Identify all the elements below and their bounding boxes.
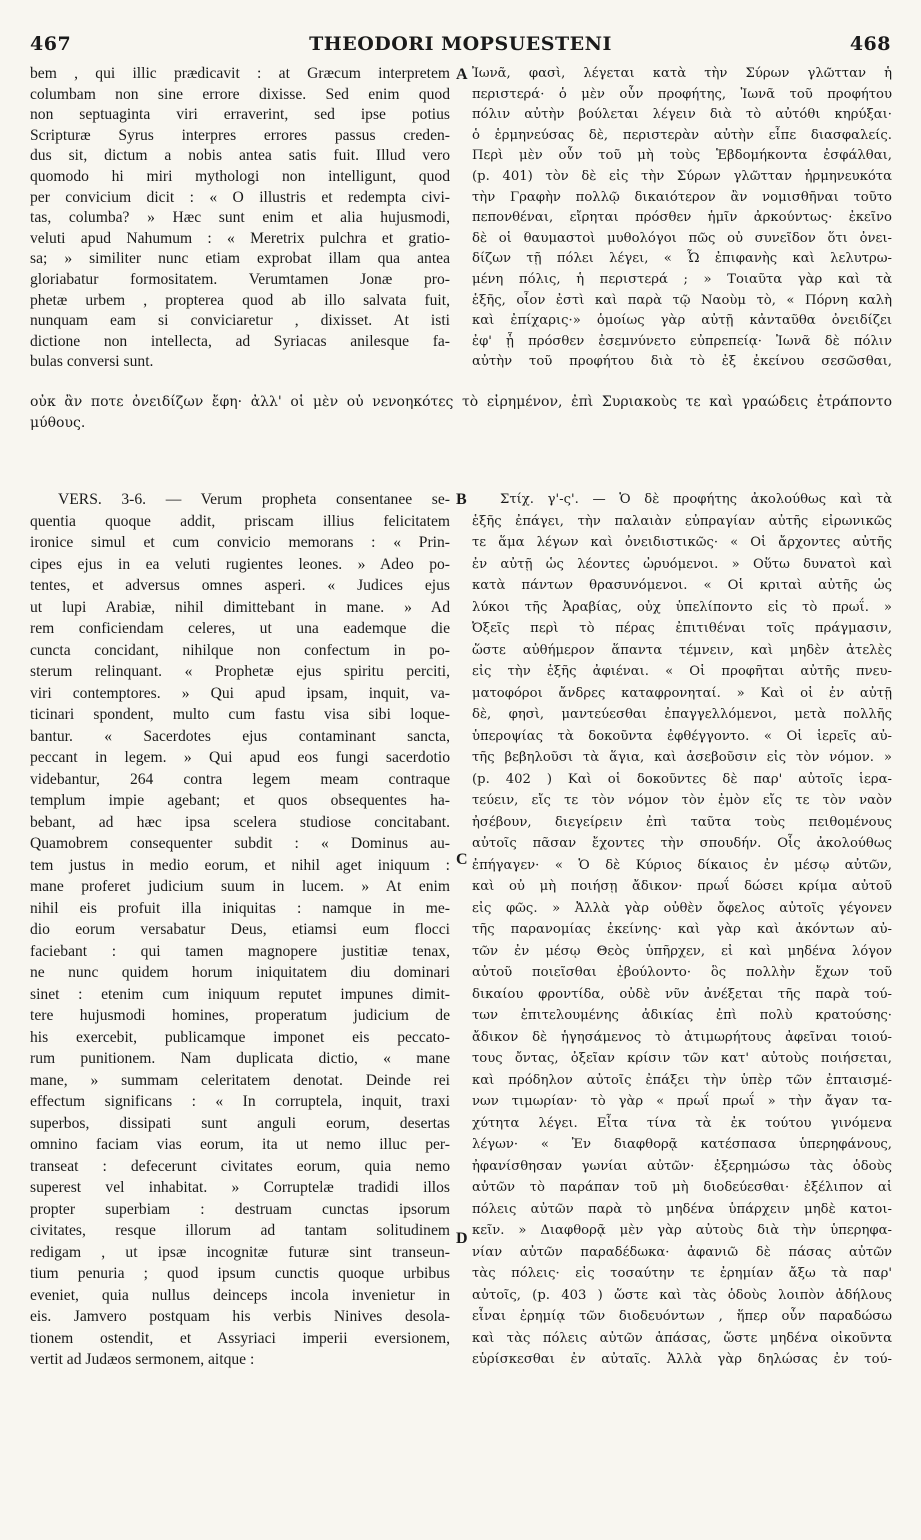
text-line: μένη πόλις, ἡ περιστερά ; » Τοιαῦτα γὰρ καὶ τὰ — [472, 271, 892, 287]
text-line: εἰς τὴν ἑξῆς ἀφιέναι. « Οἱ προφῆται αὐτῆς πνευ- — [472, 664, 892, 679]
text-line: πεπονθέναι, εἴρηται πρόσθεν ἡμῖν ἀρκούντως· ἐκεῖνο — [472, 210, 892, 226]
greek-full-width-line: οὐκ ἂν ποτε ὀνειδίζων ἔφη· ἀλλ' οἱ μὲν οὐ νενοηκότες τὸ εἰρημένον, ἐπὶ Συριακοὺς τε καὶ γραώδεις ἐτράποντο — [30, 394, 892, 410]
text-line: bulas conversi sunt. — [30, 353, 154, 371]
text-line: tentes, et adversus omnes asperi. « Judices ejus — [30, 577, 450, 594]
text-line: καὶ οὐ μὴ ποιήσῃ ἄδικον· πρωΐ δώσει κρίμα αὐτοῦ — [472, 879, 892, 894]
margin-marker-a: A — [456, 66, 468, 83]
text-line: τῆς βεβηλοῦσι τὰ ἅγια, καὶ ἀσεβοῦσιν εἰς τὸν νόμον. » — [472, 750, 892, 765]
text-line: mane proferet judicium suum in lucem. » At enim — [30, 878, 450, 895]
text-line: δικαίου φροντίδα, οὐδὲ νῦν ἀνέξεται τῆς παρὰ τού- — [472, 986, 892, 1002]
text-line: λύκοι τῆς Ἀραβίας, οὐχ ὑπελίποντο εἰς τὸ πρωΐ. » — [472, 599, 892, 615]
text-line: αὐτοῦ ποιεῖσθαι ἐβούλοντο· ὃς πολλὴν ἔχων τοῦ — [472, 965, 892, 980]
text-line: cipes ejus in ea veluti rugientes leones. » Adeo po- — [30, 555, 450, 573]
text-line: dio eorum versabatur Deus, etiamsi eum flocci — [30, 921, 450, 938]
latin-column-section-2 — [30, 489, 450, 1529]
text-line: viri contemptores. » Qui apud ipsam, inquit, va- — [30, 684, 450, 702]
text-line: τὴν Γραφὴν πολλῷ δικαιότερον ἂν νομισθῆναι τοῦτο — [472, 189, 892, 205]
text-line: ἠσέβουν, διεγείρειν ἐπὶ ταῦτα τοὺς πειθομένους — [472, 814, 892, 830]
text-line: Στίχ. γ'-ς'. — Ὁ δὲ προφήτης ἀκολούθως καὶ τὰ — [500, 492, 892, 507]
text-line: effectum significans : « In corruptela, inquit, traxi — [30, 1093, 450, 1110]
text-line: sinet : etenim cum iniquum reputet impunes dimit- — [30, 985, 450, 1003]
text-line: tere hujusmodi homines, properatum judicium de — [30, 1007, 450, 1024]
text-line: ἑξῆς, οἷον ἐστὶ καὶ παρὰ τῷ Ναοὺμ τὸ, « Πόρνη καλὴ — [472, 292, 892, 308]
text-line: per convicium dicit : « O illustris et redempta civi- — [30, 188, 450, 206]
text-line: rum punitionem. Nam duplicata dictio, « mane — [30, 1050, 450, 1067]
text-line: λέγων· « Ἐν διαφθορᾷ κατέσπασα ὑπερηφάνους, — [472, 1137, 892, 1152]
text-line: tionem ostendit, et Assyriaci imperii eversionem, — [30, 1329, 450, 1347]
text-line: civitates, resque illorum ad tantam solitudinem — [30, 1222, 450, 1239]
text-line: rem conficiendam celeres, ut una eademque die — [30, 620, 450, 637]
text-line: ματοφόροι ἄνδρες καταφρονηταί. » Καὶ οἱ ἐν αὐτῇ — [472, 685, 892, 701]
text-line: faciebant : qui tamen magnopere justitiæ tenax, — [30, 942, 450, 960]
text-line: δίζων τῇ πόλει λέγει, « Ὦ ἐπιφανὴς καὶ λελυτρω- — [472, 251, 892, 267]
text-line: πόλιν αὐτὴν βούλεται λέγειν διὰ τὸ αὐτόθι κηρύξαι· — [472, 107, 892, 123]
text-line: mane, » summam celeritatem denotat. Deinde rei — [30, 1071, 450, 1089]
text-line: ὑπεροψίας τὰ δοκοῦντα ἐφθέγγοντο. « Οἱ ἱερεῖς αὐ- — [472, 728, 892, 744]
text-line: (p. 402 ) Καὶ οἱ δοκοῦντες δὲ παρ' αὐτοῖς ἱερα- — [472, 771, 892, 787]
text-line: πόλεις αὐτῶν παρὰ τὸ μηδένα ὑπάρχειν μηδὲ κατοι- — [472, 1201, 892, 1217]
text-line: propter superbiam : destruam cunctas ipsorum — [30, 1200, 450, 1218]
text-line: gloriabatur formositatem. Verumtamen Jonæ pro- — [30, 270, 450, 288]
text-line: ἠφανίσθησαν γωνίαι αὐτῶν· ἐξερημώσω τὰς ὁδοὺς — [472, 1158, 892, 1174]
text-line: τὰς πόλεις· εἰς τοσαύτην τε ἐρημίαν ἄξω τὰ παρ' — [472, 1266, 892, 1281]
text-line: ticinari spondent, multo cum fastu visa sibi loque- — [30, 706, 450, 723]
text-line: τους ὄντας, ὀξεῖαν κρίσιν τῶν κατ' αὐτοὺς ποιήσεται, — [472, 1051, 892, 1066]
text-line: superest vel inhabitat. » Corruptelæ tradidi illos — [30, 1179, 450, 1196]
text-line: αὐτῶν τὸ παράπαν τοῦ μὴ διοδεύεσθαι· ἐξέλιπον αἱ — [472, 1180, 892, 1195]
greek-full-width-line: μύθους. — [30, 415, 86, 431]
greek-column-section-2 — [472, 489, 892, 1529]
text-line: εἰς φῶς. » Ἀλλὰ γὰρ οὐθὲν ὄφελος αὐτοῖς γέγονεν — [472, 900, 892, 916]
text-line: videbantur, 264 contra legem meam contraque — [30, 770, 450, 788]
text-line: (p. 401) τὸν δὲ εἰς τὴν Σύρων γλῶτταν ἡρμηνευκότα — [472, 168, 892, 184]
text-line: ἑξῆς ἐπάγει, τὴν παλαιὰν εὐπραγίαν αὐτῆς εἰρωνικῶς — [472, 513, 892, 529]
text-line: quentia quoque addit, priscam illius felicitatem — [30, 512, 450, 530]
text-line: nunquam eam si conviciaretur , dixisset. At isti — [30, 312, 450, 330]
text-line: quomodo hi miri mythologi non intelligunt, quod — [30, 167, 450, 185]
margin-marker-d: D — [456, 1230, 468, 1247]
text-line: ὁ ἑρμηνεύσας δὲ, περιστερὰν αὐτὴν εἶπε διασφαλείς. — [472, 127, 892, 143]
text-line: κεῖν. » Διαφθορᾷ μὲν γὰρ αὐτοὺς διὰ τὴν ὑπερηφα- — [472, 1223, 892, 1238]
text-line: his exercebit, publicamque imponet eis peccato- — [30, 1028, 450, 1046]
text-line: sa; » similiter nunc etiam exprobat illam qua antea — [30, 250, 450, 268]
text-line: Quamobrem consequenter subdit : « Dominus au- — [30, 835, 450, 852]
text-line: ἄδικον δὲ ἡγησάμενος τὸ ἀτιμωρήτους ἀφεῖναι τοιού- — [472, 1029, 892, 1045]
text-line: δὲ, φησὶ, μαντεύεσθαι ἐπαγγελλόμενοι, μετὰ πολλῆς — [472, 707, 892, 722]
text-line: νίαν αὐτῶν παραδέδωκα· ἀφανιῶ δὲ πάσας αὐτῶν — [472, 1244, 892, 1260]
margin-marker-b: B — [456, 491, 467, 508]
text-line: tem justus in medio eorum, et nihil aget iniquum : — [30, 856, 450, 874]
text-line: περιστερά· ὁ μὲν οὖν προφήτης, Ἰωνᾶ τοῦ προφήτου — [472, 86, 892, 102]
text-line: Περὶ μὲν οὖν τοῦ μὴ τοὺς Ἑβδομήκοντα ἐσφάλθαι, — [472, 148, 892, 164]
text-line: omnino faciam vias eorum, ita ut nemo illuc per- — [30, 1136, 450, 1153]
text-line: superbos, dissipati sunt anguli eorum, desertas — [30, 1114, 450, 1132]
text-line: τε ἅμα λέγων καὶ ὀνειδιστικῶς· « Οἱ ἄρχοντες αὐτῆς — [472, 535, 892, 550]
text-line: bem , qui illic prædicavit : at Græcum interpretem — [30, 65, 450, 82]
text-line: veluti apud Nahumum : « Meretrix pulchra et gratio- — [30, 229, 450, 247]
text-line: Scripturæ Syrus interpres errores passus creden- — [30, 126, 450, 144]
text-line: καὶ τὰς πόλεις αὐτῶν ἁπάσας, ὥστε μηδένα οἰκοῦντα — [472, 1330, 892, 1346]
text-line: κατὰ πάντων θρασυνόμενοι. « Οἱ κριταὶ αὐτῆς ὡς — [472, 578, 892, 593]
text-line: Ἰωνᾶ, φασὶ, λέγεται κατὰ τὴν Σύρων γλῶτταν ἡ — [472, 66, 892, 81]
text-line: transeat : defecerunt civitates eorum, quia nemo — [30, 1157, 450, 1175]
text-line: καὶ πρόδηλον αὐτοῖς ἐπάξει τὴν ὑπὲρ τῶν ἐπταισμέ- — [472, 1072, 892, 1088]
text-line: phetæ urbem , propterea quod ab illo salvata fuit, — [30, 291, 450, 309]
text-line: tium penuria ; quod ipsum cunctis quoque urbibus — [30, 1265, 450, 1282]
text-line: ἐν αὐτῇ ὡς λέοντες ὠρυόμενοι. » Οὕτω δυνατοὶ καὶ — [472, 556, 892, 572]
text-line: ne nunc quidem horum iniquitatem diu dominari — [30, 964, 450, 981]
text-line: ἐπήγαγεν· « Ὁ δὲ Κύριος δίκαιος ἐν μέσῳ αὐτῶν, — [472, 857, 892, 873]
margin-marker-c: C — [456, 851, 468, 868]
text-line: tas, columba? » Hæc sunt enim et alia hujusmodi, — [30, 209, 450, 227]
text-line: eveniet, quia nullus deinceps incola invenietur in — [30, 1286, 450, 1304]
text-line: ironice simul et cum convicio memorans : « Prin- — [30, 534, 450, 551]
latin-column-section-1 — [30, 64, 450, 394]
running-title: THEODORI MOPSUESTENI — [309, 33, 612, 55]
text-line: columbam non sine errore dixisse. Sed enim quod — [30, 85, 450, 103]
text-line: bantur. « Sacerdotes ejus contaminant sancta, — [30, 727, 450, 745]
text-line: εὑρίσκεσθαι ἐν αὐταῖς. Ἀλλὰ γὰρ δηλώσας ἐν τού- — [472, 1352, 892, 1367]
text-line: cuncta concidant, nihilque non confectum in po- — [30, 641, 450, 659]
text-line: bebant, ad hæc ipsa scelera studiose concitabant. — [30, 813, 450, 831]
text-line: VERS. 3-6. — Verum propheta consentanee se- — [58, 491, 450, 508]
text-line: vertit ad Judæos sermonem, aitque : — [30, 1351, 255, 1368]
text-line: sterum relinquant. « Prophetæ ejus spiritu perciti, — [30, 663, 450, 680]
text-line: dictione non intellecta, ad Syriacas anilesque fa- — [30, 332, 450, 350]
text-line: nihil eis profuit illa iniquitas : namque in me- — [30, 899, 450, 917]
text-line: τεύειν, εἴς τε τὸν νόμον τὸν ἐμὸν εἴς τε τὸν ναὸν — [472, 793, 892, 808]
text-line: αὐτοῖς, (p. 403 ) ὥστε καὶ τὰς ὁδοὺς λοιπὸν ἀδήλους — [472, 1287, 892, 1303]
page-number-right: 468 — [849, 33, 891, 55]
text-line: εἶναι ἐρημίᾳ τῶν διοδευόντων , ἥπερ οὖν παραδώσω — [472, 1309, 892, 1324]
text-line: αὐτοῖς πᾶσαν ἔχοντες τὴν σπουδήν. Οἷς ἀκολούθως — [472, 836, 892, 851]
text-line: των ἐπιτελουμένης ἀδικίας ἐπὶ πολὺ κρατούσης· — [472, 1008, 892, 1023]
text-line: eis. Jamvero postquam his verbis Ninives desola- — [30, 1308, 450, 1325]
text-line: ὥστε αὐθήμερον ἅπαντα τέμνειν, καὶ μηδὲν ἀτελὲς — [472, 642, 892, 658]
text-line: νων τιμωρίαν· τὸ γὰρ « πρωΐ πρωΐ » τὴν ἄγαν τα- — [472, 1094, 892, 1109]
text-line: τῆς παρανομίας ἐκείνης· καὶ γὰρ καὶ ἀκόντων αὐ- — [472, 922, 892, 937]
text-line: ut lupi Arabiæ, nihil dimittebant in mane. » Ad — [30, 598, 450, 616]
greek-column-section-1 — [472, 64, 892, 394]
text-line: redigam , ut ipsæ incognitæ futuræ sint transeun- — [30, 1243, 450, 1261]
text-line: τῶν ἐν μέσῳ Θεὸς ὑπῆρχεν, εἰ καὶ μηδένα λόγον — [472, 943, 892, 959]
text-line: δὲ οἱ θαυμαστοὶ μυθολόγοι πῶς οὐ συνεῖδον ὅτι ὀνει- — [472, 230, 892, 246]
page-header — [0, 33, 921, 57]
text-line: Ὀξεῖς περὶ τὸ πέρας ἐπιτιθέναι τοῖς πράγμασιν, — [472, 621, 892, 636]
text-line: templum impie agebant; et quos obsequentes ha- — [30, 792, 450, 809]
page-number-left: 467 — [30, 33, 72, 55]
text-line: καὶ ἐπίχαρις·» ὁμοίως γὰρ αὐτῇ κἀνταῦθα ὀνειδίζει — [472, 313, 892, 329]
text-line: ἐφ' ᾗ πρόσθεν ἐσεμνύνετο εὐπρεπείᾳ· Ἰωνᾶ δὲ πόλιν — [472, 333, 892, 349]
text-line: non septuaginta viri erraverint, sed ipse potius — [30, 106, 450, 124]
text-line: χύτητα λέγει. Εἶτα τίνα τὰ ἐκ τούτου γινόμενα — [472, 1115, 892, 1131]
text-line: peccant in legem. » Qui apud eos fungi sacerdotio — [30, 749, 450, 766]
text-line: dus sit, dictum a nobis antea satis fuit. Illud vero — [30, 147, 450, 165]
text-line: αὐτὴν τοῦ προφήτου διὰ τὸ ἐξ ἐκείνου σεσῶσθαι, — [472, 354, 892, 370]
